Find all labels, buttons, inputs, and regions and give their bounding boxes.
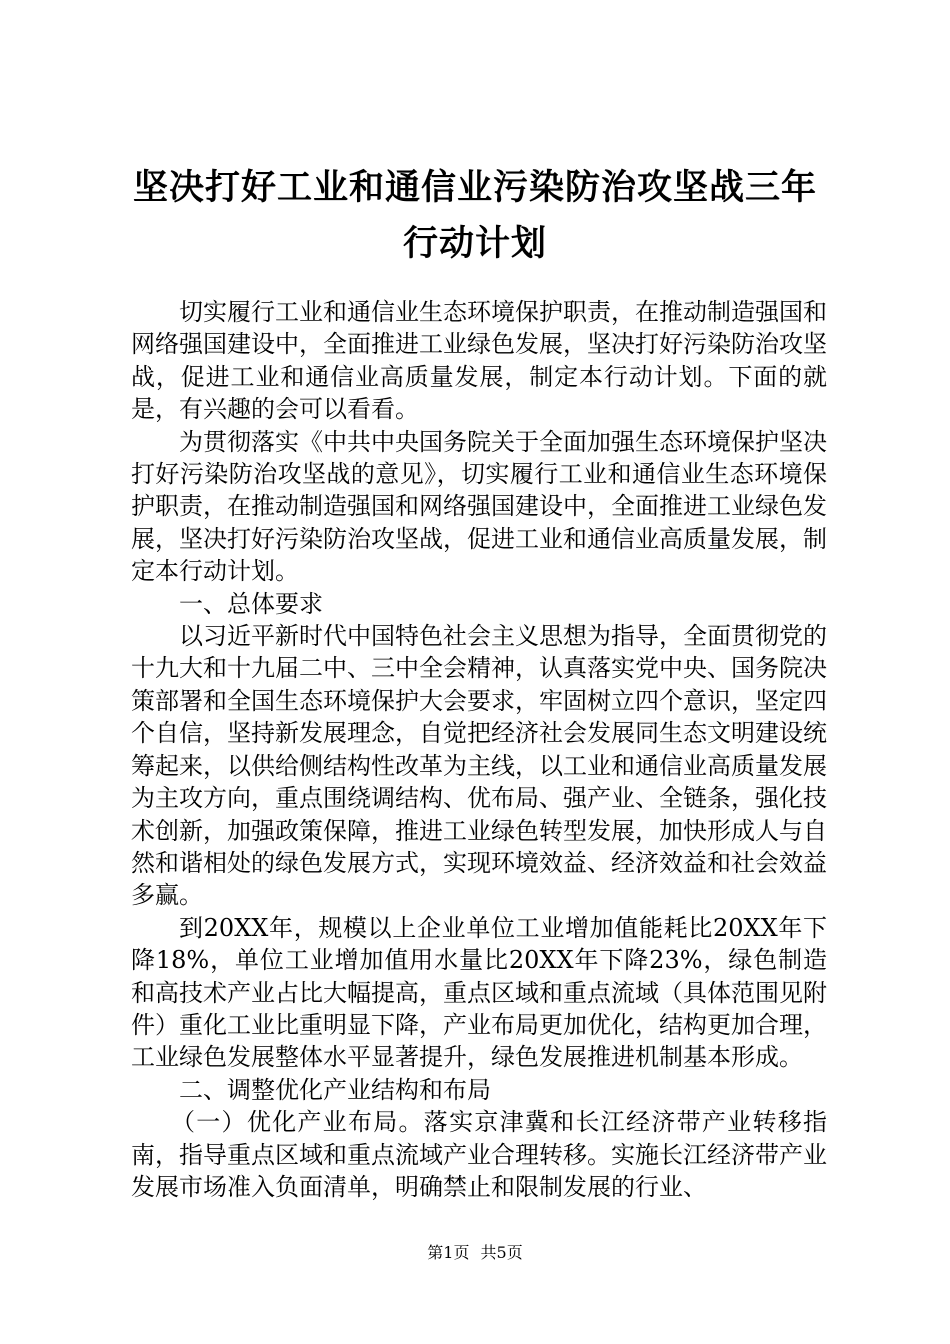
document-title: 坚决打好工业和通信业污染防治攻坚战三年行动计划 (132, 167, 817, 264)
paragraph-targets: 到20XX年，规模以上企业单位工业增加值能耗比20XX年下降18%，单位工业增加值用水量比20XX年下降23%，绿色制造和高技术产业占比大幅提高，重点区域和重点流域（具体范围见附件）重化工业比重明显下降，产业布局更加优化，结构更加合理，工业绿色发展整体水平显著提升，绿色发展推进机制基本形成。 (131, 913, 827, 1072)
paragraph-optimize-layout: （一）优化产业布局。落实京津冀和长江经济带产业转移指南，指导重点区域和重点流域产业合理转移。实施长江经济带产业发展市场准入负面清单，明确禁止和限制发展的行业、 (131, 1108, 827, 1201)
section-heading-adjust-structure: 二、调整优化产业结构和布局 (179, 1075, 491, 1104)
paragraph-intro: 切实履行工业和通信业生态环境保护职责，在推动制造强国和网络强国建设中，全面推进工业绿色发展，坚决打好污染防治攻坚战，促进工业和通信业高质量发展，制定本行动计划。下面的就是，有兴趣的会可以看看。 (131, 298, 827, 424)
page-footer (0, 1243, 950, 1263)
section-heading-general-requirements: 一、总体要求 (179, 589, 323, 618)
paragraph-purpose: 为贯彻落实《中共中央国务院关于全面加强生态环境保护坚决打好污染防治攻坚战的意见》，切实履行工业和通信业生态环境保护职责，在推动制造强国和网络强国建设中，全面推进工业绿色发展，坚决打好污染防治攻坚战，促进工业和通信业高质量发展，制定本行动计划。 (131, 427, 827, 586)
page-total: 共5页 (480, 1243, 523, 1262)
paragraph-guiding-thought: 以习近平新时代中国特色社会主义思想为指导，全面贯彻党的十九大和十九届二中、三中全会精神，认真落实党中央、国务院决策部署和全国生态环境保护大会要求，牢固树立四个意识，坚定四个自信，坚持新发展理念，自觉把经济社会发展同生态文明建设统筹起来，以供给侧结构性改革为主线，以工业和通信业高质量发展为主攻方向，重点围绕调结构、优布局、强产业、全链条，强化技术创新，加强政策保障，推进工业绿色转型发展，加快形成人与自然和谐相处的绿色发展方式，实现环境效益、经济效益和社会效益多赢。 (131, 622, 827, 910)
page-number: 第1页 (427, 1243, 470, 1262)
document-body (131, 296, 827, 1203)
